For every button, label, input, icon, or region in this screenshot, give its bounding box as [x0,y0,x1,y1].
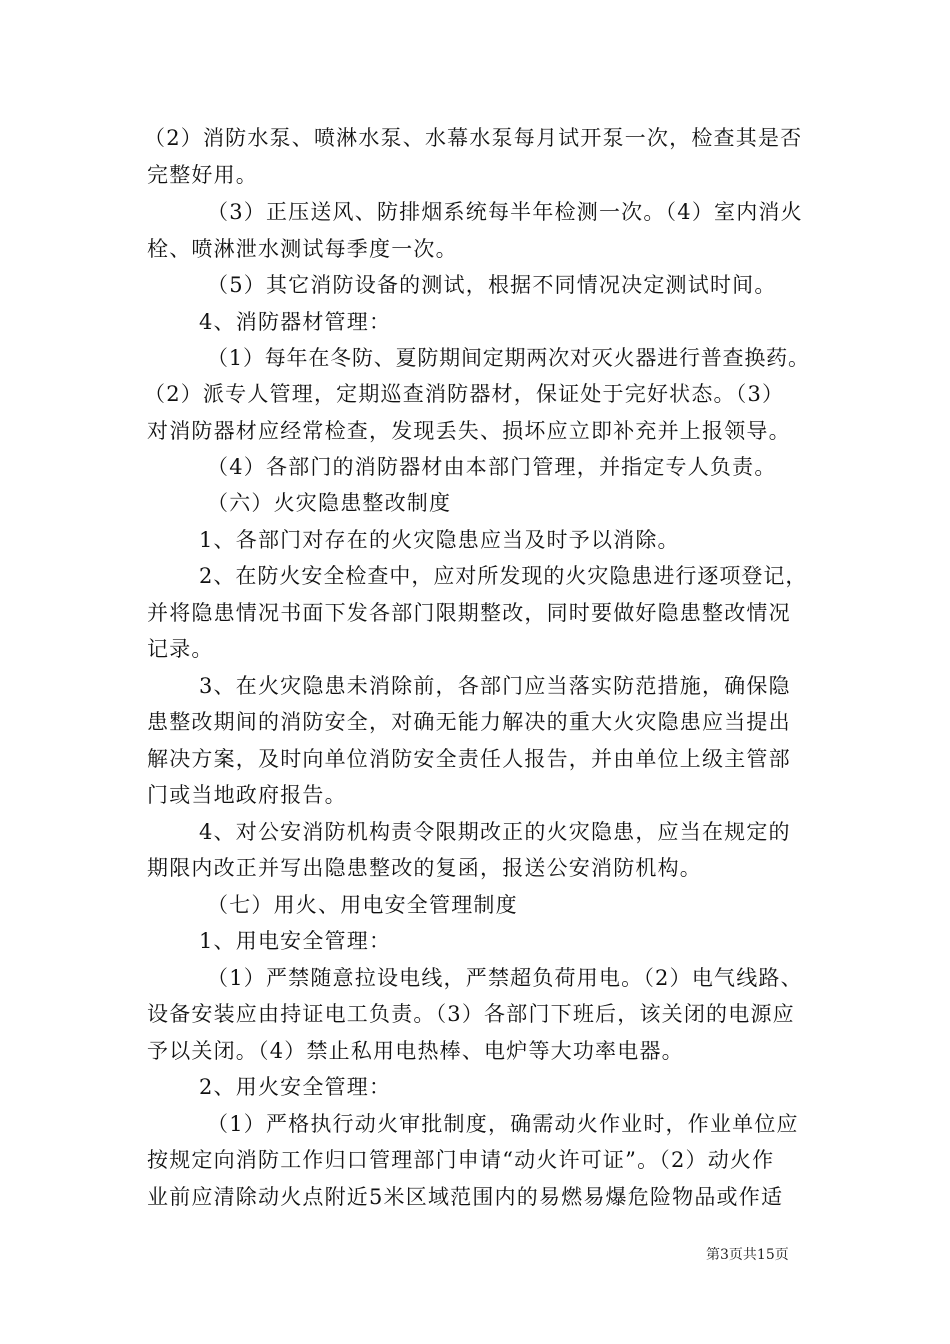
text-line: 完整好用。 [147,163,258,187]
text-line: 期限内改正并写出隐患整改的复函，报送公安消防机构。 [147,856,702,880]
text-line: 予以关闭。（4）禁止私用电热棒、电炉等大功率电器。 [147,1039,684,1063]
text-line: 门或当地政府报告。 [147,783,347,807]
text-line: 设备安装应由持证电工负责。（3）各部门下班后，该关闭的电源应 [147,1002,795,1026]
text-line: （4）各部门的消防器材由本部门管理，并指定专人负责。 [207,455,777,479]
text-line: 2、在防火安全检查中，应对所发现的火灾隐患进行逐项登记， [199,564,808,588]
text-line: 并将隐患情况书面下发各部门限期整改，同时要做好隐患整改情况 [147,601,791,625]
text-line: 栓、喷淋泄水测试每季度一次。 [147,237,458,261]
text-line: （1）严禁随意拉设电线，严禁超负荷用电。（2）电气线路、 [207,966,803,990]
text-line: （1）严格执行动火审批制度，确需动火作业时，作业单位应 [207,1112,799,1136]
text-line: 按规定向消防工作归口管理部门申请“动火许可证”。（2）动火作 [147,1148,775,1172]
section-heading: （六）火灾隐患整改制度 [207,491,452,515]
text-line: （3）正压送风、防排烟系统每半年检测一次。（4）室内消火 [207,200,803,224]
section-heading: 1、用电安全管理： [199,929,392,953]
text-line: （5）其它消防设备的测试，根据不同情况决定测试时间。 [207,273,777,297]
text-line: 业前应清除动火点附近5米区域范围内的易燃易爆危险物品或作适 [147,1185,784,1209]
section-heading: （七）用火、用电安全管理制度 [207,893,518,917]
text-line: 3、在火灾隐患未消除前，各部门应当落实防范措施，确保隐 [199,674,791,698]
section-heading: 4、消防器材管理： [199,310,392,334]
text-line: 4、对公安消防机构责令限期改正的火灾隐患，应当在规定的 [199,820,791,844]
page-number: 第3页共15页 [706,1247,789,1263]
text-line: 记录。 [147,637,214,661]
text-line: （2）消防水泵、喷淋水泵、水幕水泵每月试开泵一次，检查其是否 [144,126,803,150]
text-line: 解决方案，及时向单位消防安全责任人报告，并由单位上级主管部 [147,747,791,771]
section-heading: 2、用火安全管理： [199,1075,392,1099]
text-line: （2）派专人管理，定期巡查消防器材，保证处于完好状态。（3） [144,382,785,406]
text-line: 对消防器材应经常检查，发现丢失、损坏应立即补充并上报领导。 [147,419,791,443]
text-line: 1、各部门对存在的火灾隐患应当及时予以消除。 [199,528,680,552]
text-line: （1）每年在冬防、夏防期间定期两次对灭火器进行普查换药。 [207,346,810,370]
text-line: 患整改期间的消防安全，对确无能力解决的重大火灾隐患应当提出 [147,710,791,734]
